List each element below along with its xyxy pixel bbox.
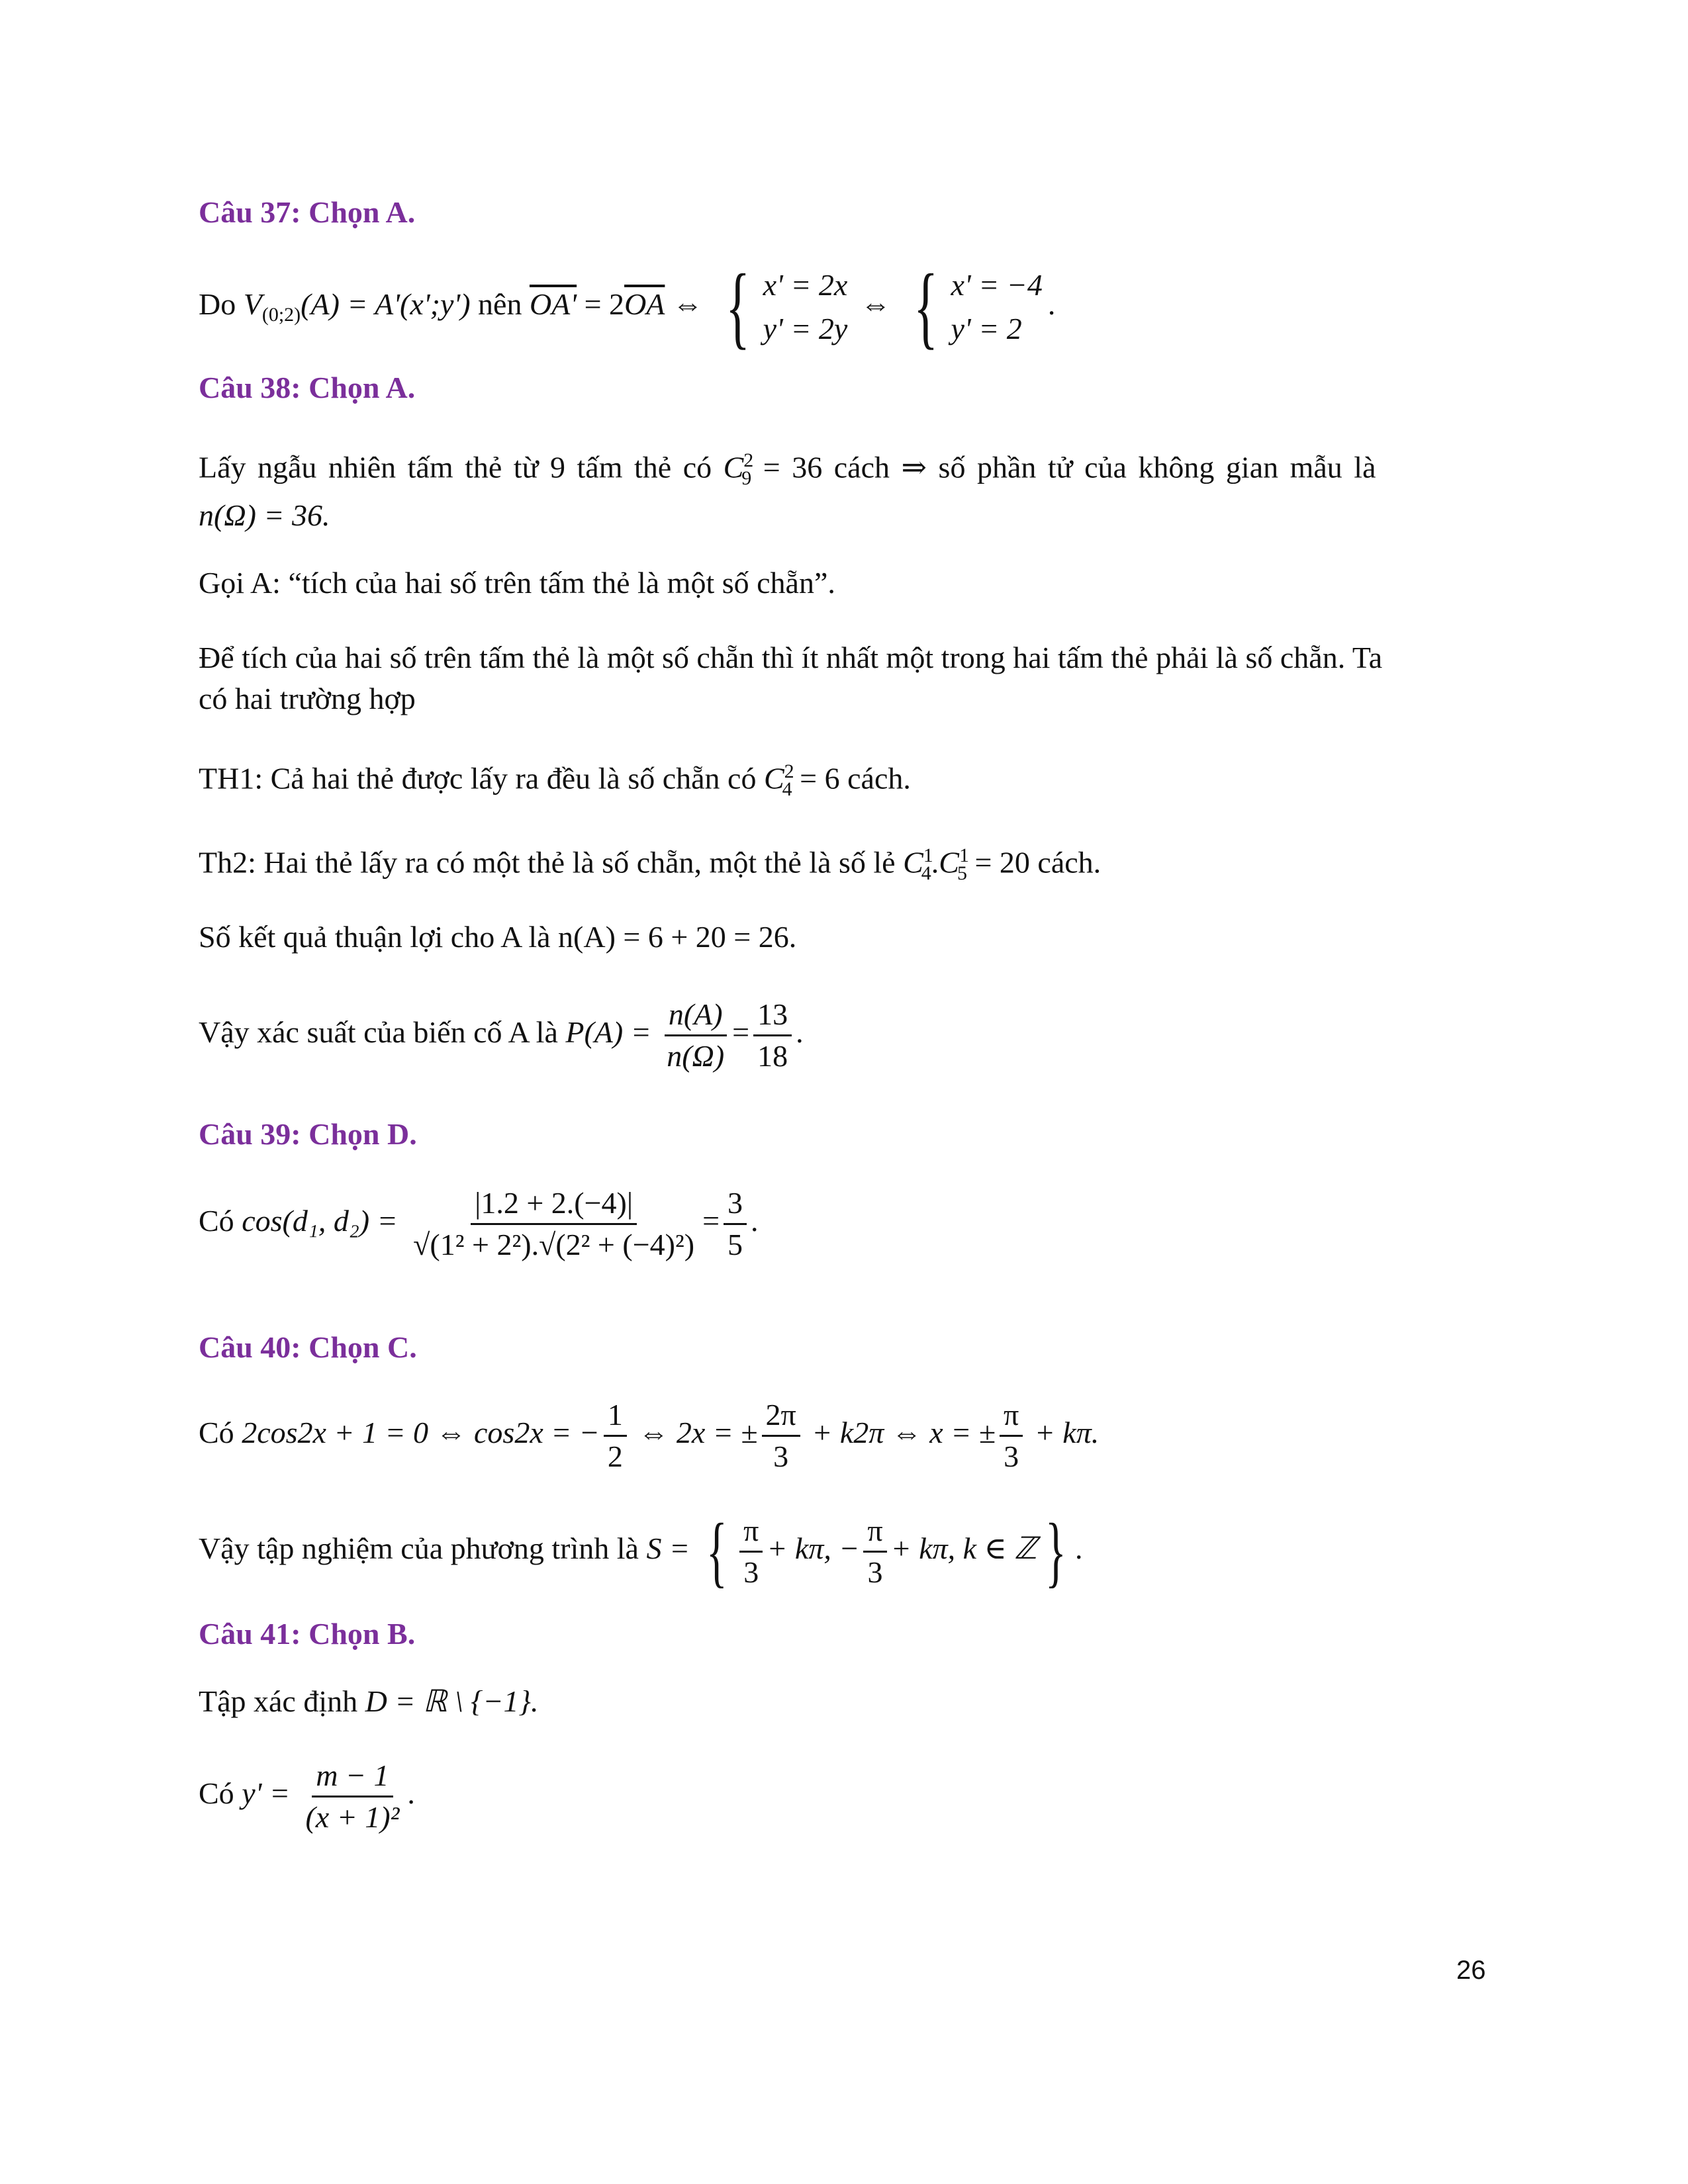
- math: + kπ.: [1034, 1416, 1100, 1449]
- q41-heading: Câu 41: Chọn B.: [199, 1617, 416, 1651]
- brace-icon: {: [726, 255, 751, 359]
- q38-line1: [199, 440, 1376, 499]
- numerator: n(A): [665, 995, 727, 1036]
- math-v: V: [243, 287, 262, 321]
- numerator: π: [1000, 1395, 1023, 1437]
- denominator: 3: [773, 1439, 789, 1473]
- fraction: [753, 995, 792, 1076]
- numerator: π: [739, 1511, 763, 1553]
- text: Vậy tập nghiệm của phương trình là: [199, 1531, 639, 1565]
- denominator: 18: [757, 1038, 788, 1073]
- math: ⇔ 2x = ±: [638, 1416, 758, 1449]
- denominator: 5: [727, 1227, 743, 1261]
- math-arg: (A) = A'(x';y'): [301, 287, 471, 321]
- q40-line2: Vậy tập nghiệm của phương trình là S = { $\frac{\pi}{3}$ + kπ, − $\frac{\pi}{3}$ + kπ, k ∈ ℤ } .: [199, 1507, 1083, 1596]
- q38-th2: Th2: Hai thẻ lấy ra có một thẻ là số chẵn, một thẻ là số lẻ $C^1_4.C^1_5 = 20$ cách.: [199, 844, 1102, 884]
- fraction: [301, 1756, 403, 1837]
- math: cos(d₁, d₂) =: [242, 1204, 398, 1238]
- fraction: [1000, 1395, 1023, 1477]
- math-c: C: [763, 761, 784, 796]
- fraction: [724, 1183, 747, 1265]
- q38-line3: Gọi A: “tích của hai số trên tấm thẻ là một số chẵn”.: [199, 566, 835, 600]
- denominator: 3: [1004, 1439, 1019, 1473]
- math: y' =: [242, 1776, 290, 1810]
- denominator: 3: [743, 1555, 759, 1589]
- q38-th1: [199, 751, 911, 810]
- math: 2cos2x + 1 = 0 ⇔ cos2x = −: [242, 1416, 600, 1449]
- text: nên: [478, 287, 522, 321]
- math: + kπ, k ∈ ℤ: [890, 1531, 1037, 1565]
- numerator: 13: [753, 995, 792, 1036]
- math-eq: = 2: [584, 287, 625, 321]
- q38-line4: Để tích của hai số trên tấm thẻ là một số chẵn thì ít nhất một trong hai tấm thẻ phải là số chẵn. Ta: [199, 641, 1383, 674]
- text: Do: [199, 287, 236, 321]
- math: P(A) =: [565, 1015, 651, 1049]
- fraction: [663, 995, 728, 1076]
- math-sub: (0;2): [261, 304, 301, 326]
- numerator: m − 1: [312, 1756, 393, 1797]
- q40-line1: [199, 1390, 1099, 1477]
- text: cách ⇒ số phần tử của không gian mẫu là: [833, 450, 1376, 484]
- math: = 36: [763, 450, 823, 484]
- fraction: [762, 1395, 800, 1477]
- q37-heading: Câu 37: Chọn A.: [199, 195, 416, 229]
- text: Th2: Hai thẻ lấy ra có một thẻ là số chẵn, một thẻ là số lẻ: [199, 845, 896, 880]
- text: Vậy xác suất của biến cố A là: [199, 1015, 558, 1049]
- denominator: n(Ω): [667, 1038, 725, 1073]
- q40-heading: Câu 40: Chọn C.: [199, 1330, 417, 1364]
- math-c: C: [903, 845, 923, 880]
- text: Có: [199, 1776, 234, 1810]
- fraction: [863, 1511, 886, 1592]
- math-c: C: [939, 845, 959, 880]
- system-1: [716, 255, 848, 359]
- vector-oa-prime: OA': [529, 287, 577, 321]
- q38-line5: có hai trường hợp: [199, 682, 416, 715]
- text: Có: [199, 1204, 234, 1238]
- q39-heading: Câu 39: Chọn D.: [199, 1117, 417, 1151]
- q38-line2: n(Ω) = 36.: [199, 498, 330, 532]
- sup: 1: [959, 844, 969, 866]
- fraction: [604, 1395, 627, 1477]
- sup: 1: [923, 844, 933, 866]
- page-number: 26: [1456, 1956, 1486, 1985]
- q39-line: Có cos(d₁, d₂) = $\frac{|1.2 + 2.(-4)|}{\text{√(1² + 2²).√(2² + (−4)²)}}$ = $\frac{3}{5}$ .: [199, 1175, 759, 1267]
- sys-row: x' = 2x: [763, 268, 848, 302]
- math: D = ℝ \ {−1}.: [365, 1684, 539, 1718]
- numerator: 3: [724, 1183, 747, 1225]
- sub: 9: [741, 467, 752, 489]
- sub: 5: [957, 862, 967, 884]
- numerator: |1.2 + 2.(−4)|: [471, 1183, 637, 1225]
- brace-icon: {: [914, 255, 939, 359]
- vector-oa: $\overline{OA}$: [624, 287, 665, 321]
- sup: 2: [743, 449, 754, 471]
- sys-row: y' = 2y: [763, 312, 848, 346]
- math-c: C: [723, 450, 744, 484]
- sup: 2: [784, 760, 794, 782]
- math: + k2π ⇔ x = ±: [812, 1416, 996, 1449]
- text: cách.: [1037, 845, 1102, 880]
- sys-row: y' = 2: [951, 312, 1022, 346]
- denominator: (x + 1)²: [305, 1799, 400, 1834]
- denominator: √(1² + 2²).√(2² + (−4)²): [413, 1227, 695, 1261]
- numerator: 1: [604, 1395, 627, 1437]
- q38-prob: Vậy xác suất của biến cố A là P(A) = $\frac{n(A)}{n(\Omega)}$ = $\frac{13}{18}$ .: [199, 989, 804, 1076]
- iff-symbol: ⇔: [672, 287, 703, 321]
- sub: 4: [921, 862, 931, 884]
- denominator: 2: [607, 1439, 623, 1473]
- text: Tập xác định: [199, 1684, 358, 1718]
- q41-line1: [199, 1681, 538, 1722]
- sys-row: x' = −4: [951, 268, 1043, 302]
- fraction: [409, 1183, 698, 1265]
- denominator: 3: [867, 1555, 883, 1589]
- text: TH1: Cả hai thẻ được lấy ra đều là số chẵn có: [199, 761, 757, 796]
- right-brace-icon: }: [1045, 1507, 1067, 1596]
- math: S =: [646, 1531, 690, 1565]
- fraction: [739, 1511, 763, 1592]
- text: cách.: [847, 761, 911, 796]
- iff-symbol: ⇔: [860, 287, 891, 321]
- q38-heading: Câu 38: Chọn A.: [199, 371, 416, 404]
- numerator: 2π: [762, 1395, 800, 1437]
- left-brace-icon: {: [706, 1507, 727, 1596]
- period: .: [1047, 287, 1056, 321]
- system-2: [904, 255, 1043, 359]
- text: Có: [199, 1416, 234, 1449]
- sub: 4: [782, 778, 792, 800]
- math: = 20: [974, 845, 1030, 880]
- math: + kπ, −: [767, 1531, 860, 1565]
- numerator: π: [863, 1511, 886, 1553]
- q37-line: [199, 255, 1056, 361]
- math: = 6: [800, 761, 840, 796]
- q38-line8: Số kết quả thuận lợi cho A là n(A) = 6 + 20 = 26.: [199, 920, 797, 954]
- q41-line2: Có y' = $\frac{m - 1}{\text{(x + 1)²}}$ .: [199, 1747, 415, 1840]
- text: Lấy ngẫu nhiên tấm thẻ từ 9 tấm thẻ có: [199, 450, 712, 484]
